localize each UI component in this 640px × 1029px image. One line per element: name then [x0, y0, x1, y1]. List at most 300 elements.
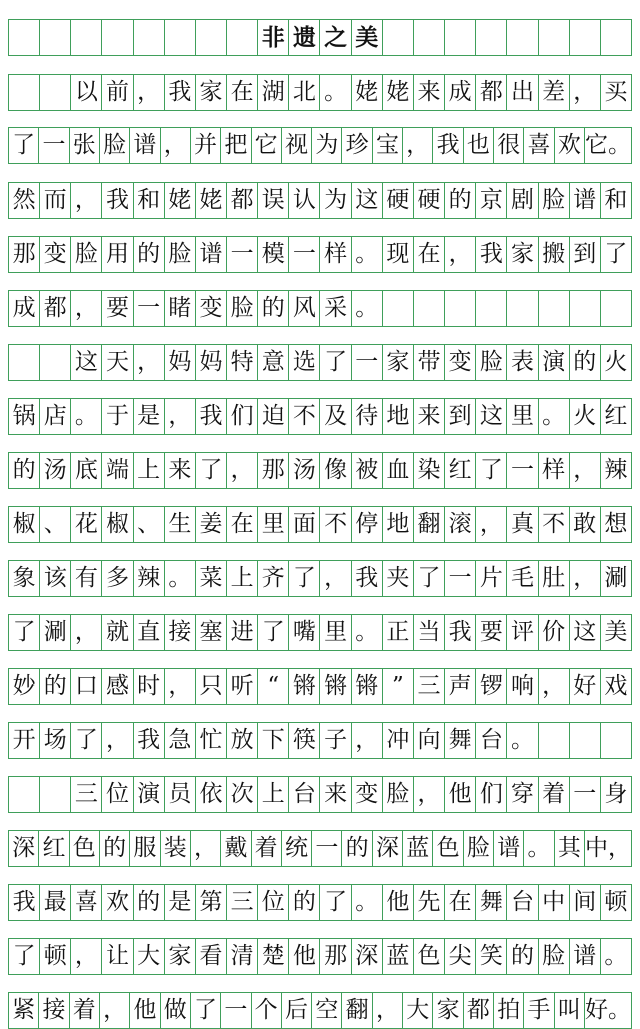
- grid-cell: 京: [476, 183, 507, 218]
- grid-cell: 来: [165, 453, 196, 488]
- grid-cell: 、: [134, 507, 165, 542]
- grid-cell: 听: [227, 669, 258, 704]
- grid-cell: 清: [227, 939, 258, 974]
- grid-cell: 和: [601, 183, 632, 218]
- grid-cell: 它: [252, 128, 282, 163]
- grid-cell: ，: [165, 669, 196, 704]
- text-line: [8, 992, 632, 1029]
- grid-cell: 为: [320, 183, 351, 218]
- grid-cell: 那: [258, 453, 289, 488]
- text-line: [8, 452, 632, 489]
- grid-cell: 涮: [601, 561, 632, 596]
- grid-cell: 谱: [494, 831, 524, 866]
- grid-cell: 汤: [289, 453, 320, 488]
- grid-cell: 宝: [373, 128, 403, 163]
- grid-cell: 脸: [71, 237, 102, 272]
- grid-cell: 欢: [102, 885, 133, 920]
- grid-cell: 谱: [196, 237, 227, 272]
- grid-cell: ，: [570, 561, 601, 596]
- grid-cell: 让: [102, 939, 133, 974]
- grid-cell: 湖: [258, 75, 289, 110]
- grid-cell: 向: [414, 723, 445, 758]
- grid-cell: 我: [165, 75, 196, 110]
- grid-cell: ，: [476, 507, 507, 542]
- grid-cell: 台: [507, 885, 538, 920]
- grid-cell: 。: [165, 561, 196, 596]
- grid-cell: ，: [71, 939, 102, 974]
- grid-cell: 红: [445, 453, 476, 488]
- grid-cell: 汤: [40, 453, 71, 488]
- grid-cell: 后: [282, 993, 312, 1028]
- grid-cell: 视: [282, 128, 312, 163]
- grid-cell: 依: [196, 777, 227, 812]
- grid-cell: 舞: [476, 885, 507, 920]
- text-line: [8, 614, 632, 651]
- grid-cell: 急: [165, 723, 196, 758]
- grid-cell: 该: [40, 561, 71, 596]
- grid-cell: 地: [383, 507, 414, 542]
- grid-cell: 声: [445, 669, 476, 704]
- grid-cell: [9, 75, 40, 110]
- grid-cell: [445, 291, 476, 326]
- grid-cell: [40, 345, 71, 380]
- grid-cell: 子: [320, 723, 351, 758]
- grid-cell: 珍: [342, 128, 372, 163]
- grid-cell: 。: [601, 939, 632, 974]
- grid-cell: ，: [445, 237, 476, 272]
- grid-cell: [476, 20, 507, 55]
- grid-cell: 待: [352, 399, 383, 434]
- grid-cell: 。: [320, 75, 351, 110]
- grid-cell: 时: [134, 669, 165, 704]
- grid-cell: 戏: [601, 669, 632, 704]
- grid-cell: [9, 777, 40, 812]
- grid-cell: 尖: [445, 939, 476, 974]
- grid-cell: 迫: [258, 399, 289, 434]
- grid-cell: 的: [9, 453, 40, 488]
- grid-cell: [196, 20, 227, 55]
- grid-cell: 认: [289, 183, 320, 218]
- grid-cell: 色: [70, 831, 100, 866]
- grid-cell: 翻: [414, 507, 445, 542]
- grid-cell: 笑: [476, 939, 507, 974]
- grid-cell: 看: [196, 939, 227, 974]
- grid-cell: 我: [9, 885, 40, 920]
- grid-cell: 夹: [383, 561, 414, 596]
- grid-cell: 蓝: [403, 831, 433, 866]
- grid-cell: ”: [383, 669, 414, 704]
- grid-cell: 我: [102, 183, 133, 218]
- grid-cell: 放: [227, 723, 258, 758]
- grid-cell: 辣: [134, 561, 165, 596]
- grid-cell: 间: [570, 885, 601, 920]
- grid-cell: 变: [196, 291, 227, 326]
- grid-cell: 紧: [9, 993, 39, 1028]
- grid-cell: 椒: [102, 507, 133, 542]
- grid-cell: 生: [165, 507, 196, 542]
- grid-cell: 我: [352, 561, 383, 596]
- title-row: [8, 19, 632, 56]
- grid-cell: 深: [352, 939, 383, 974]
- grid-cell: 其: [555, 831, 585, 866]
- grid-cell: 深: [9, 831, 39, 866]
- grid-cell: 采: [320, 291, 351, 326]
- grid-cell: 脸: [227, 291, 258, 326]
- grid-cell: 色: [433, 831, 463, 866]
- grid-cell: 模: [258, 237, 289, 272]
- grid-cell: 一: [221, 993, 251, 1028]
- grid-cell: 他: [445, 777, 476, 812]
- grid-cell: 一: [352, 345, 383, 380]
- grid-cell: 好: [570, 669, 601, 704]
- grid-cell: 变: [352, 777, 383, 812]
- grid-cell: 辣: [601, 453, 632, 488]
- grid-cell: 硬: [383, 183, 414, 218]
- grid-cell: 着: [252, 831, 282, 866]
- title-char: 美: [352, 20, 383, 55]
- grid-cell: 锅: [9, 399, 40, 434]
- grid-cell: 面: [289, 507, 320, 542]
- grid-cell: 出: [507, 75, 538, 110]
- grid-cell: 口: [71, 669, 102, 704]
- grid-cell: 在: [445, 885, 476, 920]
- grid-cell: 的: [289, 885, 320, 920]
- grid-cell: 就: [102, 615, 133, 650]
- grid-cell: ，: [134, 345, 165, 380]
- grid-cell: 我: [476, 237, 507, 272]
- grid-cell: ，: [71, 615, 102, 650]
- grid-cell: 脸: [464, 831, 494, 866]
- text-line: [8, 344, 632, 381]
- grid-cell: 睹: [165, 291, 196, 326]
- grid-cell: 的: [342, 831, 372, 866]
- grid-cell: [445, 20, 476, 55]
- grid-cell: [383, 291, 414, 326]
- grid-cell: 前: [102, 75, 133, 110]
- grid-cell: 为: [312, 128, 342, 163]
- grid-cell: ，: [352, 723, 383, 758]
- grid-cell: 。: [352, 885, 383, 920]
- grid-cell: 表: [507, 345, 538, 380]
- grid-cell: 并: [191, 128, 221, 163]
- grid-cell: 它。: [585, 128, 632, 163]
- grid-cell: 空: [312, 993, 342, 1028]
- grid-cell: 误: [258, 183, 289, 218]
- grid-cell: 中，: [585, 831, 632, 866]
- grid-cell: 姥: [352, 75, 383, 110]
- grid-cell: 位: [258, 885, 289, 920]
- grid-cell: 在: [227, 507, 258, 542]
- grid-cell: [40, 777, 71, 812]
- grid-cell: 忙: [196, 723, 227, 758]
- grid-cell: 家: [433, 993, 463, 1028]
- grid-cell: 只: [196, 669, 227, 704]
- grid-cell: 色: [414, 939, 445, 974]
- grid-cell: 这: [71, 345, 102, 380]
- grid-cell: 片: [476, 561, 507, 596]
- grid-cell: 硬: [414, 183, 445, 218]
- grid-cell: 着: [539, 777, 570, 812]
- grid-cell: 里: [507, 399, 538, 434]
- text-line: [8, 182, 632, 219]
- grid-cell: 做: [161, 993, 191, 1028]
- grid-cell: 深: [373, 831, 403, 866]
- grid-cell: 进: [227, 615, 258, 650]
- grid-cell: 样: [539, 453, 570, 488]
- grid-cell: 场: [40, 723, 71, 758]
- grid-cell: 及: [320, 399, 351, 434]
- grid-cell: 了: [601, 237, 632, 272]
- grid-cell: 到: [570, 237, 601, 272]
- grid-cell: ，: [191, 831, 221, 866]
- grid-cell: 了: [9, 128, 39, 163]
- grid-cell: 带: [414, 345, 445, 380]
- grid-cell: 脸: [165, 237, 196, 272]
- grid-cell: 我: [445, 615, 476, 650]
- grid-cell: “: [258, 669, 289, 704]
- grid-cell: 以: [71, 75, 102, 110]
- grid-cell: 三: [227, 885, 258, 920]
- grid-cell: 于: [102, 399, 133, 434]
- grid-cell: 椒: [9, 507, 40, 542]
- grid-cell: 手: [524, 993, 554, 1028]
- grid-cell: 了: [258, 615, 289, 650]
- grid-cell: [539, 20, 570, 55]
- grid-cell: 员: [165, 777, 196, 812]
- grid-cell: 多: [102, 561, 133, 596]
- grid-cell: 滚: [445, 507, 476, 542]
- grid-cell: 一: [445, 561, 476, 596]
- grid-cell: 。: [539, 399, 570, 434]
- grid-cell: 。: [524, 831, 554, 866]
- grid-cell: [383, 20, 414, 55]
- grid-cell: 火: [570, 399, 601, 434]
- grid-cell: 有: [71, 561, 102, 596]
- grid-cell: 家: [507, 237, 538, 272]
- grid-cell: 一: [289, 237, 320, 272]
- grid-cell: 锵: [289, 669, 320, 704]
- grid-cell: 搬: [539, 237, 570, 272]
- grid-cell: ，: [161, 128, 191, 163]
- grid-cell: 了: [414, 561, 445, 596]
- grid-cell: 一: [507, 453, 538, 488]
- grid-cell: 姥: [196, 183, 227, 218]
- text-line: [8, 74, 632, 111]
- grid-cell: 筷: [289, 723, 320, 758]
- grid-cell: [601, 291, 632, 326]
- grid-cell: 了: [320, 345, 351, 380]
- grid-cell: 评: [507, 615, 538, 650]
- grid-cell: 都: [227, 183, 258, 218]
- grid-cell: 谱: [570, 183, 601, 218]
- grid-cell: 底: [71, 453, 102, 488]
- grid-cell: 统: [282, 831, 312, 866]
- grid-cell: 都: [476, 75, 507, 110]
- grid-cell: 一: [134, 291, 165, 326]
- grid-cell: 脸: [476, 345, 507, 380]
- grid-cell: 蓝: [383, 939, 414, 974]
- grid-cell: 锵: [352, 669, 383, 704]
- grid-cell: 响: [507, 669, 538, 704]
- grid-cell: ，: [71, 183, 102, 218]
- grid-cell: 很: [494, 128, 524, 163]
- grid-cell: 是: [165, 885, 196, 920]
- grid-cell: 脸: [100, 128, 130, 163]
- grid-cell: ，: [71, 291, 102, 326]
- grid-cell: 端: [102, 453, 133, 488]
- grid-cell: 喜: [524, 128, 554, 163]
- grid-cell: 装: [161, 831, 191, 866]
- grid-cell: 戴: [221, 831, 251, 866]
- grid-cell: 象: [9, 561, 40, 596]
- grid-cell: ，: [134, 75, 165, 110]
- grid-cell: ，: [570, 453, 601, 488]
- grid-cell: 剧: [507, 183, 538, 218]
- grid-cell: 样: [320, 237, 351, 272]
- grid-cell: ，: [227, 453, 258, 488]
- grid-cell: 。: [71, 399, 102, 434]
- grid-cell: 下: [258, 723, 289, 758]
- grid-cell: 地: [383, 399, 414, 434]
- grid-cell: 都: [40, 291, 71, 326]
- grid-cell: 了: [71, 723, 102, 758]
- grid-cell: 把: [221, 128, 251, 163]
- grid-cell: 想: [601, 507, 632, 542]
- grid-cell: 我: [433, 128, 463, 163]
- grid-cell: ，: [165, 399, 196, 434]
- grid-cell: 店: [40, 399, 71, 434]
- grid-cell: [9, 20, 40, 55]
- grid-cell: 最: [40, 885, 71, 920]
- grid-cell: [165, 20, 196, 55]
- grid-cell: 先: [414, 885, 445, 920]
- grid-cell: 第: [196, 885, 227, 920]
- grid-cell: ，: [373, 993, 403, 1028]
- grid-cell: 了: [289, 561, 320, 596]
- grid-cell: 敢: [570, 507, 601, 542]
- grid-cell: 齐: [258, 561, 289, 596]
- grid-cell: 一: [39, 128, 69, 163]
- grid-cell: 是: [134, 399, 165, 434]
- grid-cell: 拍: [494, 993, 524, 1028]
- grid-cell: 要: [102, 291, 133, 326]
- grid-cell: [507, 20, 538, 55]
- grid-cell: [570, 20, 601, 55]
- grid-cell: 顿: [601, 885, 632, 920]
- grid-cell: 欢: [555, 128, 585, 163]
- grid-cell: 家: [383, 345, 414, 380]
- grid-cell: ，: [320, 561, 351, 596]
- grid-cell: 毛: [507, 561, 538, 596]
- grid-cell: 变: [40, 237, 71, 272]
- grid-cell: [102, 20, 133, 55]
- grid-cell: 他: [130, 993, 160, 1028]
- text-line: [8, 127, 632, 164]
- grid-cell: 家: [196, 75, 227, 110]
- grid-cell: ，: [570, 75, 601, 110]
- grid-cell: 。: [352, 237, 383, 272]
- grid-cell: 天: [102, 345, 133, 380]
- grid-cell: 次: [227, 777, 258, 812]
- grid-cell: 的: [100, 831, 130, 866]
- grid-cell: 的: [570, 345, 601, 380]
- grid-cell: 着: [70, 993, 100, 1028]
- grid-cell: [570, 723, 601, 758]
- grid-cell: 的: [445, 183, 476, 218]
- grid-cell: 真: [507, 507, 538, 542]
- grid-cell: 的: [258, 291, 289, 326]
- grid-cell: 了: [196, 453, 227, 488]
- grid-cell: 位: [102, 777, 133, 812]
- grid-cell: 直: [134, 615, 165, 650]
- grid-cell: 然: [9, 183, 40, 218]
- grid-cell: 来: [414, 399, 445, 434]
- grid-cell: 那: [9, 237, 40, 272]
- grid-cell: 中: [539, 885, 570, 920]
- grid-cell: 现: [383, 237, 414, 272]
- grid-cell: 这: [352, 183, 383, 218]
- text-line: [8, 884, 632, 921]
- grid-cell: 了: [9, 939, 40, 974]
- grid-cell: 停: [352, 507, 383, 542]
- grid-cell: 菜: [196, 561, 227, 596]
- grid-cell: 不: [320, 507, 351, 542]
- text-line: [8, 398, 632, 435]
- text-line: [8, 506, 632, 543]
- grid-cell: 选: [289, 345, 320, 380]
- text-line: [8, 560, 632, 597]
- grid-cell: 服: [130, 831, 160, 866]
- grid-cell: 姜: [196, 507, 227, 542]
- grid-cell: 这: [570, 615, 601, 650]
- grid-cell: 了: [191, 993, 221, 1028]
- grid-cell: 上: [227, 561, 258, 596]
- grid-cell: 大: [134, 939, 165, 974]
- grid-cell: [71, 20, 102, 55]
- grid-cell: [539, 291, 570, 326]
- grid-cell: 嘴: [289, 615, 320, 650]
- grid-cell: 来: [320, 777, 351, 812]
- grid-cell: 个: [252, 993, 282, 1028]
- grid-cell: [40, 75, 71, 110]
- grid-cell: [134, 20, 165, 55]
- grid-cell: ，: [539, 669, 570, 704]
- grid-cell: 脸: [539, 183, 570, 218]
- grid-cell: 锣: [476, 669, 507, 704]
- grid-cell: 变: [445, 345, 476, 380]
- grid-cell: 一: [312, 831, 342, 866]
- grid-cell: 正: [383, 615, 414, 650]
- grid-cell: 一: [227, 237, 258, 272]
- grid-cell: 用: [102, 237, 133, 272]
- grid-cell: 妙: [9, 669, 40, 704]
- grid-cell: 们: [476, 777, 507, 812]
- grid-cell: [40, 20, 71, 55]
- grid-cell: 我: [196, 399, 227, 434]
- title-char: 遗: [289, 20, 320, 55]
- grid-cell: 台: [476, 723, 507, 758]
- grid-cell: [476, 291, 507, 326]
- grid-cell: 火: [601, 345, 632, 380]
- grid-cell: 。: [507, 723, 538, 758]
- grid-cell: 妈: [165, 345, 196, 380]
- grid-cell: 冲: [383, 723, 414, 758]
- text-line: [8, 722, 632, 759]
- grid-cell: 叫: [555, 993, 585, 1028]
- grid-cell: 翻: [342, 993, 372, 1028]
- grid-cell: 也: [464, 128, 494, 163]
- grid-cell: 。: [352, 291, 383, 326]
